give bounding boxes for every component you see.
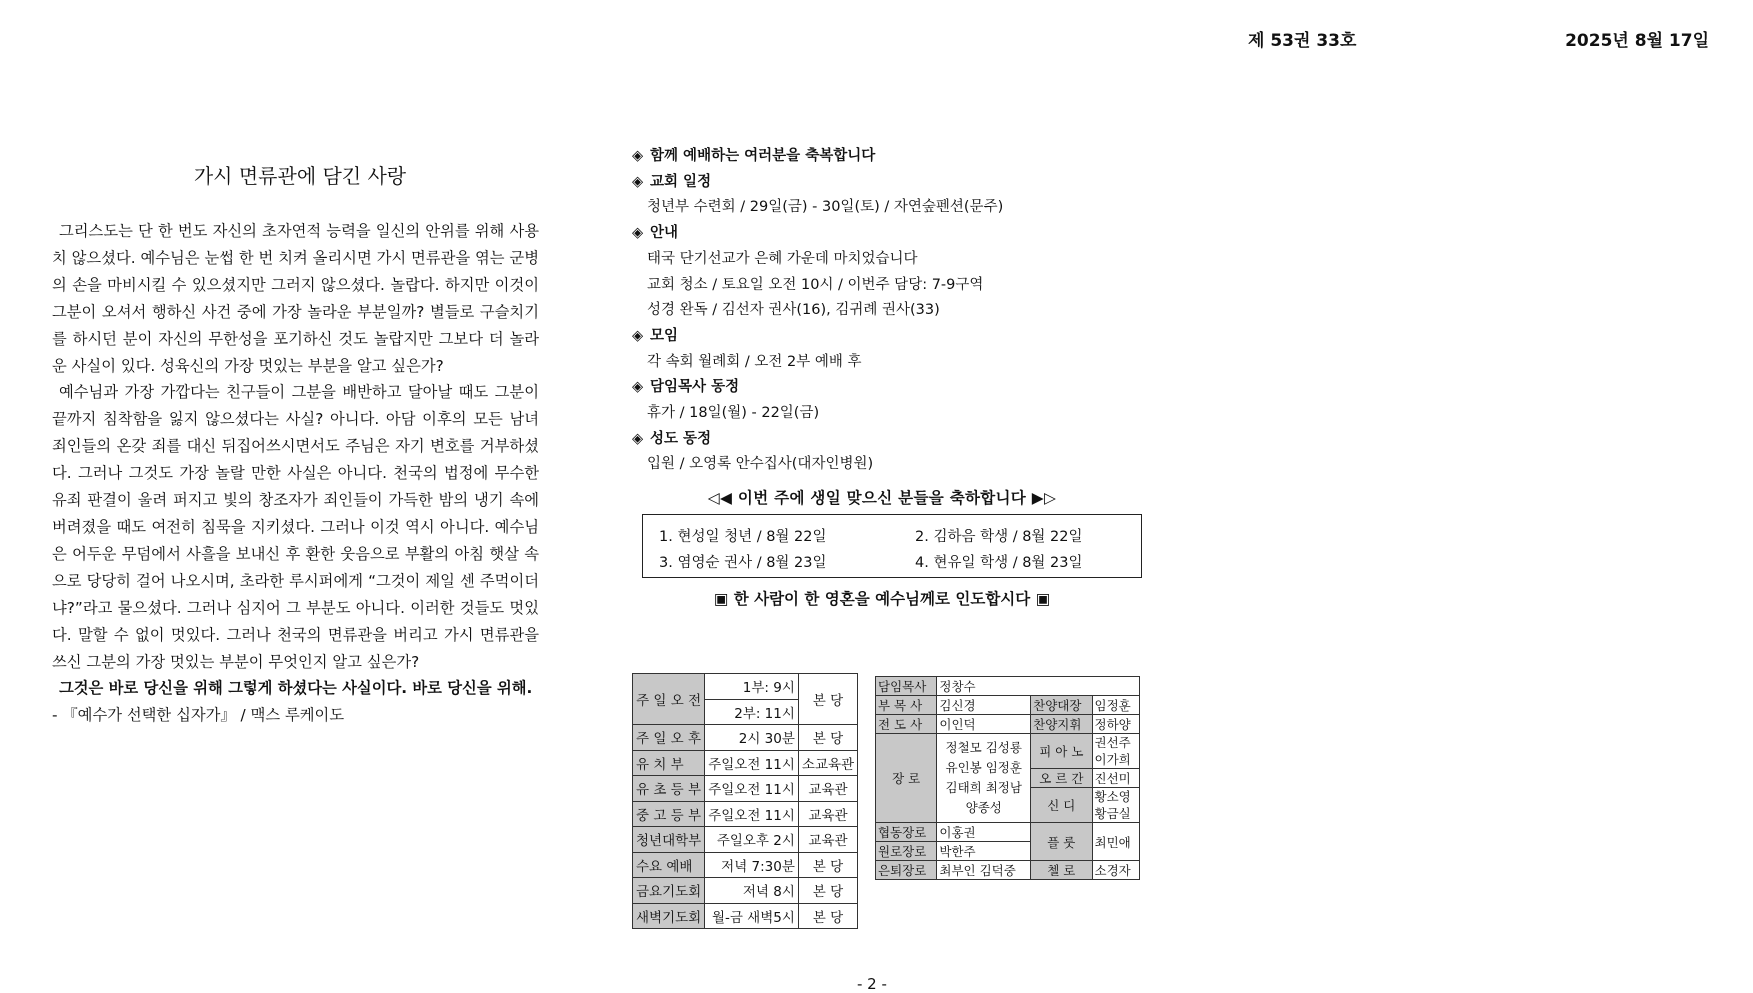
birthday-item: 3. 염영순 권사 / 8월 23일 xyxy=(659,555,827,571)
notice-welcome: ◈ 함께 예배하는 여러분을 축복합니다 xyxy=(632,144,1172,170)
staff-name: 최부인 김덕중 xyxy=(937,861,1031,880)
service-place: 본 당 xyxy=(798,674,857,725)
staff-role: 전 도 사 xyxy=(876,715,937,734)
birthday-title: ◁◀ 이번 주에 생일 맞으신 분들을 축하합니다 ▶▷ xyxy=(707,489,1057,507)
service-place: 본 당 xyxy=(798,903,857,929)
notice-item: 휴가 / 18일(월) - 22일(금) xyxy=(647,405,820,422)
notice-guide-heading: ◈ 안내 xyxy=(632,221,1172,247)
notice-item: 교회 청소 / 토요일 오전 10시 / 이번주 담당: 7-9구역 xyxy=(647,276,984,293)
table-row xyxy=(633,674,858,700)
birthday-item: 1. 현성일 청년 / 8월 22일 xyxy=(659,529,827,545)
table-row xyxy=(876,696,1140,715)
church-motto: ▣ 한 사람이 한 영혼을 예수님께로 인도합시다 ▣ xyxy=(713,590,1051,608)
table-row xyxy=(633,725,858,751)
church-staff-table xyxy=(875,676,1140,880)
staff-name: 양종성 xyxy=(965,800,1002,815)
staff-name: 임정훈 xyxy=(1092,696,1140,715)
table-row xyxy=(633,750,858,776)
service-time: 1부: 9시 xyxy=(705,674,799,700)
service-time: 저녁 7:30분 xyxy=(705,852,799,878)
table-row xyxy=(633,852,858,878)
diamond-icon: ◈ xyxy=(632,148,644,164)
service-time: 저녁 8시 xyxy=(705,878,799,904)
service-time: 2부: 11시 xyxy=(705,699,799,725)
table-row xyxy=(633,878,858,904)
article-paragraph: 그리스도는 단 한 번도 자신의 초자연적 능력을 일신의 안위를 위해 사용치 않으셨다. 예수님은 눈썹 한 번 치켜 올리시면 가시 면류관을 엮는 군병의 손을 마비시킬 수 있으셨지만 그러지 않으셨다. 놀랍다. 하지만 이것이 그분이 오셔서 행하신 사건 중에 가장 놀라운 부분일까? 별들로 구슬치기를 하시던 분이 자신의 무한성을 포기하신 것도 놀랍지만 그보다 더 놀라운 사실이 있다. 성육신의 가장 멋있는 부분을 알고 싶은가? xyxy=(52,222,539,375)
notice-item: 청년부 수련회 / 29일(금) - 30일(토) / 자연숲펜션(문주) xyxy=(647,199,1004,216)
service-place: 교육관 xyxy=(798,827,857,853)
birthday-item: 2. 김하음 학생 / 8월 22일 xyxy=(915,529,1083,545)
staff-role: 장 로 xyxy=(876,734,937,823)
table-row xyxy=(876,823,1140,842)
staff-name: 김태희 최정남 xyxy=(945,780,1022,795)
staff-role: 피 아 노 xyxy=(1031,734,1092,769)
service-place: 본 당 xyxy=(798,852,857,878)
notice-item: 각 속회 월례회 / 오전 2부 예배 후 xyxy=(647,353,862,370)
volume-number: 제 53권 33호 xyxy=(1248,31,1357,51)
staff-role: 부 목 사 xyxy=(876,696,937,715)
notice-members-heading: ◈ 성도 동정 xyxy=(632,427,1172,453)
notice-item: 성경 완독 / 김선자 권사(16), 김귀례 권사(33) xyxy=(647,302,940,319)
service-schedule-table xyxy=(632,673,858,929)
service-time: 주일오후 2시 xyxy=(705,827,799,853)
staff-role: 은퇴장로 xyxy=(876,861,937,880)
staff-role: 찬양지휘 xyxy=(1031,715,1092,734)
page-number: - 2 - xyxy=(857,975,887,993)
staff-role: 첼 로 xyxy=(1031,861,1092,880)
service-name: 수요 예배 xyxy=(633,852,705,878)
service-place: 소교육관 xyxy=(798,750,857,776)
staff-names xyxy=(1092,734,1140,769)
notice-meeting-heading: ◈ 모임 xyxy=(632,324,1172,350)
staff-name: 최민애 xyxy=(1092,823,1140,861)
service-name: 주 일 오 후 xyxy=(633,725,705,751)
article-paragraph: 예수님과 가장 가깝다는 친구들이 그분을 배반하고 달아날 때도 그분이 끝까지 침착함을 잃지 않으셨다는 사실? 아니다. 아담 이후의 모든 남녀 죄인들의 온갖 죄를 대신 뒤집어쓰시면서도 주님은 자기 변호를 거부하셨다. 그러나 그것도 가장 놀랄 만한 사실은 아니다. 천국의 법정에 무수한 유죄 판결이 울려 퍼지고 빛의 창조자가 죄인들이 가득한 밤의 냉기 속에 버려졌을 때도 여전히 침묵을 지키셨다. 그러나 이것 역시 아니다. 예수님은 어두운 무덤에서 사흘을 보내신 후 환한 웃음으로 부활의 아침 햇살 속으로 당당히 걸어 나오시며, 초라한 루시퍼에게 “그것이 제일 센 주먹이더냐?”라고 물으셨다. 그러나 심지어 그 부분도 아니다. 이러한 것들도 멋있다. 말할 수 없이 멋있다. 그러나 천국의 면류관을 버리고 가시 면류관을 쓰신 그분의 가장 멋있는 부분이 무엇인지 알고 싶은가? xyxy=(52,383,539,671)
diamond-icon: ◈ xyxy=(632,379,644,396)
article-conclusion: 그것은 바로 당신을 위해 그렇게 하셨다는 사실이다. 바로 당신을 위해. xyxy=(59,679,533,698)
service-name: 주 일 오 전 xyxy=(633,674,705,725)
staff-name: 이홍권 xyxy=(937,823,1031,842)
notice-schedule-heading: ◈ 교회 일정 xyxy=(632,170,1172,196)
diamond-icon: ◈ xyxy=(632,225,644,242)
service-place: 교육관 xyxy=(798,776,857,802)
article-title: 가시 면류관에 담긴 사랑 xyxy=(193,164,407,188)
service-time: 주일오전 11시 xyxy=(705,750,799,776)
staff-name: 정철모 김성룡 xyxy=(945,740,1022,755)
staff-name: 이가희 xyxy=(1094,752,1131,767)
staff-names xyxy=(1092,788,1140,823)
staff-name: 유인봉 임정훈 xyxy=(945,760,1022,775)
staff-role: 오 르 간 xyxy=(1031,769,1092,788)
service-name: 금요기도회 xyxy=(633,878,705,904)
staff-name: 정창수 xyxy=(937,677,1140,696)
birthday-box xyxy=(642,514,1142,578)
bulletin-date: 2025년 8월 17일 xyxy=(1565,31,1709,51)
service-place: 교육관 xyxy=(798,801,857,827)
table-row xyxy=(633,776,858,802)
staff-role: 담임목사 xyxy=(876,677,937,696)
notices xyxy=(632,144,1172,478)
staff-role: 신 디 xyxy=(1031,788,1092,823)
service-name: 중 고 등 부 xyxy=(633,801,705,827)
service-time: 주일오전 11시 xyxy=(705,776,799,802)
notice-item: 태국 단기선교가 은혜 가운데 마치었습니다 xyxy=(647,250,918,267)
birthday-item: 4. 현유일 학생 / 8월 23일 xyxy=(915,555,1083,571)
staff-role: 원로장로 xyxy=(876,842,937,861)
staff-name: 권선주 xyxy=(1094,735,1131,750)
table-row xyxy=(876,734,1140,769)
service-name: 유 초 등 부 xyxy=(633,776,705,802)
service-time: 2시 30분 xyxy=(705,725,799,751)
staff-name: 진선미 xyxy=(1092,769,1140,788)
staff-name: 정하양 xyxy=(1092,715,1140,734)
service-name: 유 치 부 xyxy=(633,750,705,776)
staff-name: 황금실 xyxy=(1094,806,1131,821)
service-time: 월-금 새벽5시 xyxy=(705,903,799,929)
staff-role: 찬양대장 xyxy=(1031,696,1092,715)
staff-elders xyxy=(937,734,1031,823)
table-row xyxy=(876,715,1140,734)
notice-item: 입원 / 오영록 안수집사(대자인병원) xyxy=(647,456,874,473)
table-row xyxy=(876,861,1140,880)
service-name: 청년대학부 xyxy=(633,827,705,853)
table-row xyxy=(633,801,858,827)
staff-role: 협동장로 xyxy=(876,823,937,842)
diamond-icon: ◈ xyxy=(632,327,644,344)
staff-name: 김신경 xyxy=(937,696,1031,715)
staff-name: 이인덕 xyxy=(937,715,1031,734)
staff-role: 플 룻 xyxy=(1031,823,1092,861)
service-name: 새벽기도회 xyxy=(633,903,705,929)
staff-name: 박한주 xyxy=(937,842,1031,861)
article-source: - 『예수가 선택한 십자가』 / 맥스 루케이도 xyxy=(52,706,345,725)
table-row xyxy=(633,903,858,929)
service-time: 주일오전 11시 xyxy=(705,801,799,827)
diamond-icon: ◈ xyxy=(632,173,644,190)
table-row xyxy=(876,677,1140,696)
table-row xyxy=(633,827,858,853)
staff-name: 황소영 xyxy=(1094,789,1131,804)
article-body xyxy=(52,218,539,729)
staff-name: 소경자 xyxy=(1092,861,1140,880)
diamond-icon: ◈ xyxy=(632,430,644,447)
service-place: 본 당 xyxy=(798,878,857,904)
notice-pastor-heading: ◈ 담임목사 동정 xyxy=(632,375,1172,401)
service-place: 본 당 xyxy=(798,725,857,751)
